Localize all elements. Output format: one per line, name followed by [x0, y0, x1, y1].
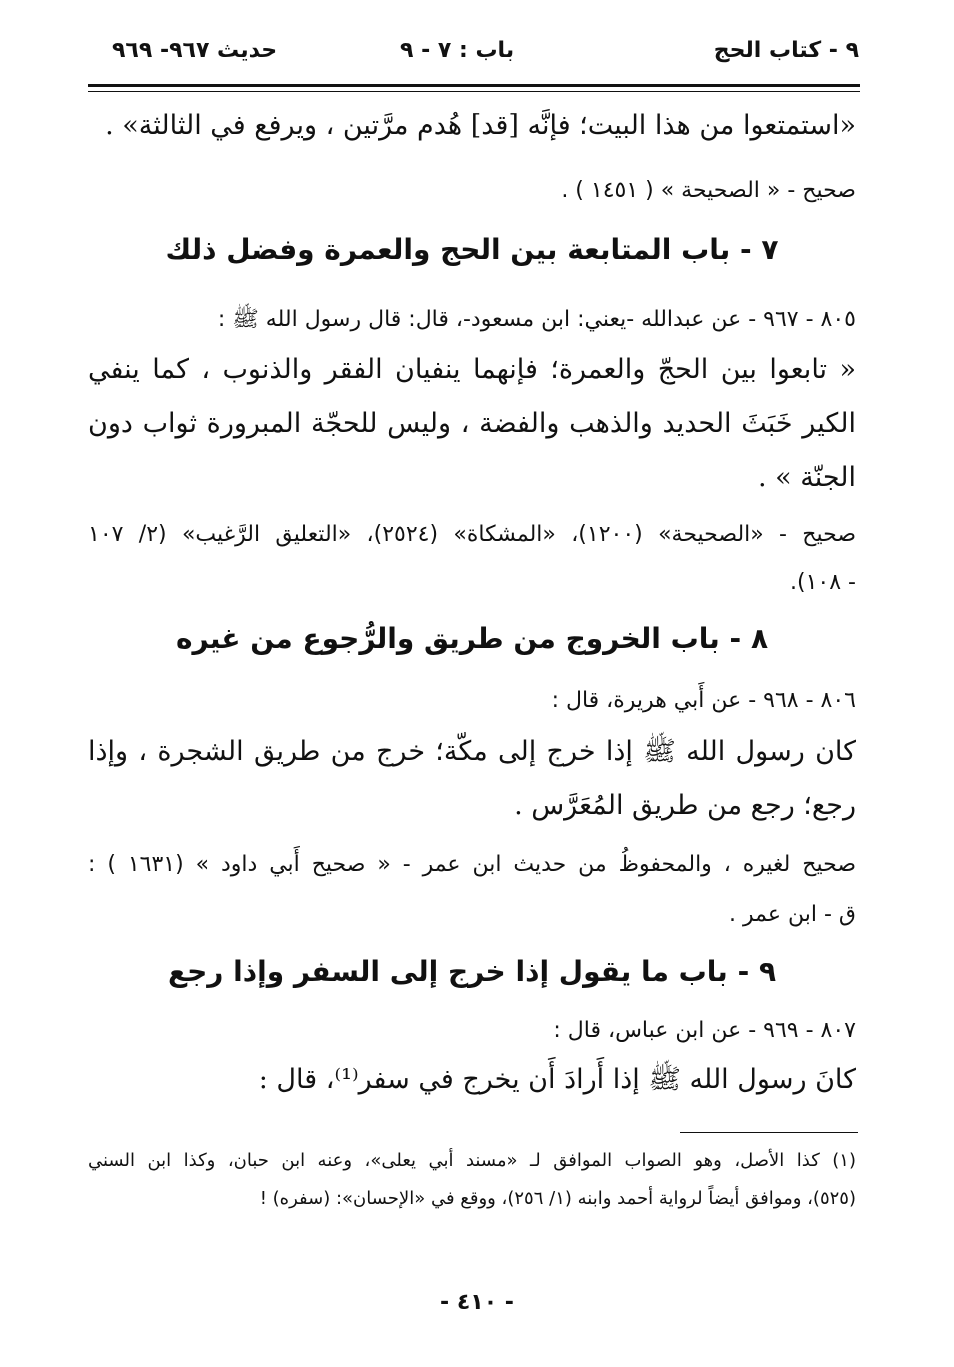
hadith-number-line: ٨٠٦ - ٩٦٨ - عن أَبي هريرة، قال :: [551, 688, 856, 713]
running-header-chapter: باب : ٧ - ٩: [400, 38, 515, 63]
text-line: رجع؛ رجع من طريق المُعَرَّس .: [514, 790, 856, 821]
text-line: الجنّة » .: [757, 462, 856, 493]
grading-line: - ١٠٨).: [790, 570, 856, 595]
grading-line: صحيح لغيره ، والمحفوظُ من حديث ابن عمر - « صحيح أَبي داود » (١٦٣١ ) :: [88, 852, 856, 877]
grading-line: ق - ابن عمر .: [729, 902, 856, 927]
text-line: كانَ رسول الله ﷺ إذا أَرادَ أَن يخرج في سفر⁽¹⁾، قال :: [258, 1064, 856, 1095]
chapter-heading-7: ٧ - باب المتابعة بين الحج والعمرة وفضل ذلك: [165, 233, 779, 266]
grading-line: صحيح - « الصحيحة » ( ١٤٥١ ) .: [561, 178, 856, 203]
footnote-line: (١) كذا الأصل، وهو الصواب الموافق لـ «مسند أبي يعلى»، وعنه ابن حبان، وكذا ابن السني: [88, 1150, 856, 1171]
header-rule-thick: [88, 84, 860, 87]
header-rule-thin: [88, 91, 860, 92]
text-line: «استمتعوا من هذا البيت؛ فإنَّه [قد] هُدم مرَّتين ، ويرفع في الثالثة» .: [105, 110, 856, 141]
footnote-separator: [680, 1132, 858, 1133]
page-number: - ٤١٠ -: [440, 1290, 514, 1315]
chapter-heading-9: ٩ - باب ما يقول إذا خرج إلى السفر وإذا رجع: [167, 955, 777, 988]
text-line: الكير خَبَثَ الحديد والذهب والفضة ، وليس للحجّة المبرورة ثواب دون: [88, 408, 856, 439]
hadith-number-line: ٨٠٧ - ٩٦٩ - عن ابن عباس، قال :: [553, 1018, 856, 1043]
hadith-number-line: ٨٠٥ - ٩٦٧ - عن عبدالله -يعني: ابن مسعود-، قال: قال رسول الله ﷺ :: [217, 307, 856, 332]
running-header-hadith-range: حديث ٩٦٧- ٩٦٩: [112, 38, 278, 63]
chapter-heading-8: ٨ - باب الخروج من طريق والرُّجوع من غيره: [175, 622, 769, 655]
footnote-line: (٥٢٥)، وموافق أيضاً لرواية أحمد وابنه (١/ ٢٥٦)، ووقع في «الإحسان»: (سفره) !: [259, 1188, 856, 1209]
grading-line: صحيح - «الصحيحة» (١٢٠٠)، «المشكاة» (٢٥٢٤)، «التعليق الرَّغيب» (٢/ ١٠٧: [88, 522, 857, 547]
running-header-book: ٩ - كتاب الحج: [713, 38, 859, 63]
text-line: « تابعوا بين الحجّ والعمرة؛ فإنهما ينفيان الفقر والذنوب ، كما ينفي: [88, 354, 856, 385]
text-line: كان رسول الله ﷺ إذا خرج إلى مكّة؛ خرج من طريق الشجرة ، وإذا: [88, 736, 856, 767]
